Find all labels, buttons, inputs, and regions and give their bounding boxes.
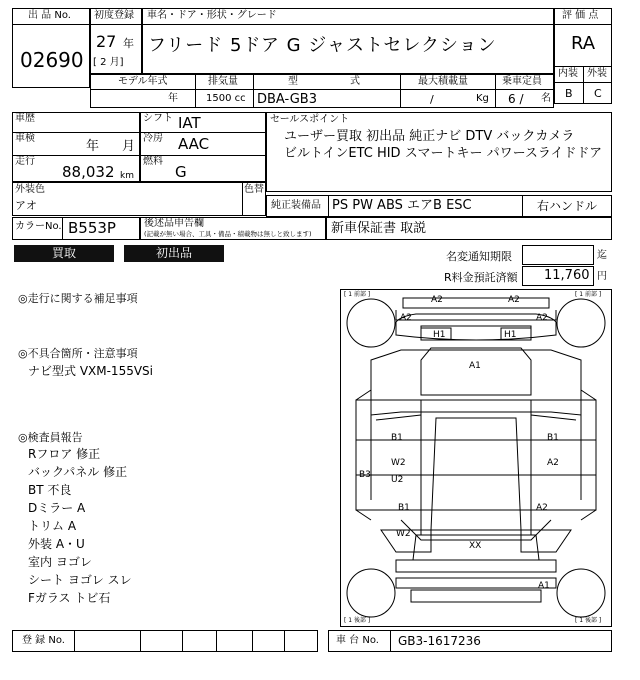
displacement-label: 排気量 bbox=[208, 76, 238, 87]
first-registration-year: 27 bbox=[96, 32, 117, 51]
year-unit: 年 bbox=[123, 37, 134, 50]
name-change-box bbox=[522, 245, 594, 265]
damage-label: A1 bbox=[538, 581, 550, 591]
after-declaration-note: (記載が無い場合、工具・備品・積載物は無しと致します) bbox=[144, 230, 312, 238]
shift: IAT bbox=[178, 114, 201, 132]
color-no: B553P bbox=[68, 219, 116, 237]
sales-line-1: ユーザー買取 初出品 純正ナビ DTV バックカメラ bbox=[284, 129, 575, 144]
damage-label: A2 bbox=[547, 458, 559, 468]
car-diagram bbox=[340, 289, 612, 627]
shift-label: シフト bbox=[143, 113, 173, 124]
history-label: 車歴 bbox=[15, 113, 35, 124]
shaken-month: 月 bbox=[122, 139, 136, 154]
car-info-label: 車名・ドア・形状・グレード bbox=[147, 10, 277, 21]
model: DBA-GB3 bbox=[257, 92, 317, 107]
fuel: G bbox=[175, 163, 187, 181]
ext-color-label: 外装色 bbox=[15, 184, 45, 195]
inspector-line: Rフロア 修正 bbox=[28, 447, 101, 461]
inspector-line: BT 不良 bbox=[28, 483, 72, 497]
damage-label: H1 bbox=[504, 330, 517, 340]
damage-label: H1 bbox=[433, 330, 446, 340]
damage-label: A2 bbox=[400, 313, 412, 323]
lot-number-label: 出 品 No. bbox=[28, 10, 71, 21]
corner-label-front-left: [ 1 前部 ] bbox=[344, 291, 371, 298]
max-load-separator: / bbox=[430, 93, 434, 106]
damage-label: A2 bbox=[536, 503, 548, 513]
inspector-line: トリム A bbox=[28, 519, 77, 533]
damage-label: A2 bbox=[431, 295, 443, 305]
first-registration-label: 初度登録 bbox=[94, 10, 134, 21]
rating-value: RA bbox=[571, 33, 596, 54]
shaken-label: 車検 bbox=[15, 133, 35, 144]
inspector-line: 外装 A・U bbox=[28, 537, 85, 551]
damage-label: XX bbox=[469, 541, 482, 551]
buy-tag: 買取 bbox=[14, 245, 114, 262]
interior-grade: B bbox=[565, 87, 573, 100]
color-change-label: 色替 bbox=[244, 184, 264, 195]
damage-label: B1 bbox=[398, 503, 410, 513]
chassis-label: 車 台 No. bbox=[336, 635, 379, 646]
equipment: PS PW ABS エアB ESC bbox=[332, 198, 472, 213]
capacity-unit: 名 bbox=[541, 93, 551, 104]
model-year-unit: 年 bbox=[168, 93, 178, 104]
exterior-label: 外装 bbox=[587, 68, 607, 79]
displacement: 1500 cc bbox=[206, 93, 246, 104]
defect-line: ナビ型式 VXM-155VSi bbox=[28, 364, 153, 378]
car-name: フリード 5ドア G ジャストセレクション bbox=[148, 35, 497, 56]
color-no-label: カラーNo. bbox=[15, 221, 62, 232]
recycle-value: 11,760 bbox=[544, 268, 590, 283]
model-label: 型 bbox=[288, 76, 298, 87]
damage-label: W2 bbox=[396, 529, 411, 539]
interior-label: 内装 bbox=[558, 68, 578, 79]
damage-label: B3 bbox=[359, 470, 371, 480]
capacity-label: 乗車定員 bbox=[502, 76, 542, 87]
inspector-line: 室内 ヨゴレ bbox=[28, 555, 92, 569]
inspector-title: ◎検査員報告 bbox=[18, 431, 83, 444]
fuel-label: 燃料 bbox=[143, 156, 163, 167]
corner-label-front-right: [ 1 前部 ] bbox=[575, 291, 602, 298]
defect-notes-title: ◎不具合箇所・注意事項 bbox=[18, 347, 138, 360]
recycle-unit: 円 bbox=[597, 271, 607, 282]
max-load-unit: Kg bbox=[476, 93, 489, 104]
mileage: 88,032 bbox=[62, 163, 115, 181]
max-load-label: 最大積載量 bbox=[418, 76, 468, 87]
ext-color: アオ bbox=[15, 199, 37, 212]
damage-label: A2 bbox=[536, 313, 548, 323]
equipment-label: 純正装備品 bbox=[271, 200, 321, 211]
chassis-number: GB3-1617236 bbox=[398, 634, 481, 648]
damage-label: B1 bbox=[391, 433, 403, 443]
first-listing-tag: 初出品 bbox=[124, 245, 224, 262]
handle-side: 右ハンドル bbox=[537, 199, 598, 213]
model-label-2: 式 bbox=[350, 76, 360, 87]
damage-label: A2 bbox=[508, 295, 520, 305]
sales-line-2: ビルトインETC HID スマートキー パワースライドドア bbox=[284, 146, 603, 161]
rating-label: 評 価 点 bbox=[562, 10, 599, 21]
first-registration-month: [ 2 月] bbox=[93, 57, 124, 68]
damage-label: W2 bbox=[391, 458, 406, 468]
inspector-line: シート ヨゴレ スレ bbox=[28, 573, 132, 587]
inspector-line: Fガラス トビ石 bbox=[28, 591, 111, 605]
damage-label: U2 bbox=[391, 475, 404, 485]
name-change-unit: 迄 bbox=[597, 250, 607, 261]
shaken-year: 年 bbox=[86, 139, 100, 154]
model-year-label: モデル年式 bbox=[118, 76, 168, 87]
ac: AAC bbox=[178, 135, 210, 153]
sales-point-label: セールスポイント bbox=[270, 114, 350, 125]
mileage-unit: km bbox=[120, 171, 134, 181]
recycle-label: R料金預託済額 bbox=[444, 271, 518, 284]
capacity: 6 / bbox=[508, 92, 524, 106]
driving-notes-title: ◎走行に関する補足事項 bbox=[18, 292, 138, 305]
warranty-line: 新車保証書 取説 bbox=[331, 221, 427, 236]
inspector-line: Dミラー A bbox=[28, 501, 86, 515]
ext-color-box bbox=[12, 182, 266, 216]
ac-label: 冷房 bbox=[143, 133, 163, 144]
exterior-grade: C bbox=[594, 87, 602, 100]
damage-label: B1 bbox=[547, 433, 559, 443]
inspector-line: バックパネル 修正 bbox=[28, 465, 128, 479]
registration-label: 登 録 No. bbox=[22, 635, 65, 646]
lot-number: 02690 bbox=[20, 48, 84, 72]
corner-label-rear-left: [ 1 後部 ] bbox=[344, 617, 371, 624]
name-change-label: 名変通知期限 bbox=[446, 250, 512, 263]
damage-label: A1 bbox=[469, 361, 481, 371]
mileage-label: 走行 bbox=[15, 156, 35, 167]
after-declaration-label: 後述品申告欄 bbox=[144, 218, 204, 229]
corner-label-rear-right: [ 1 後部 ] bbox=[575, 617, 602, 624]
